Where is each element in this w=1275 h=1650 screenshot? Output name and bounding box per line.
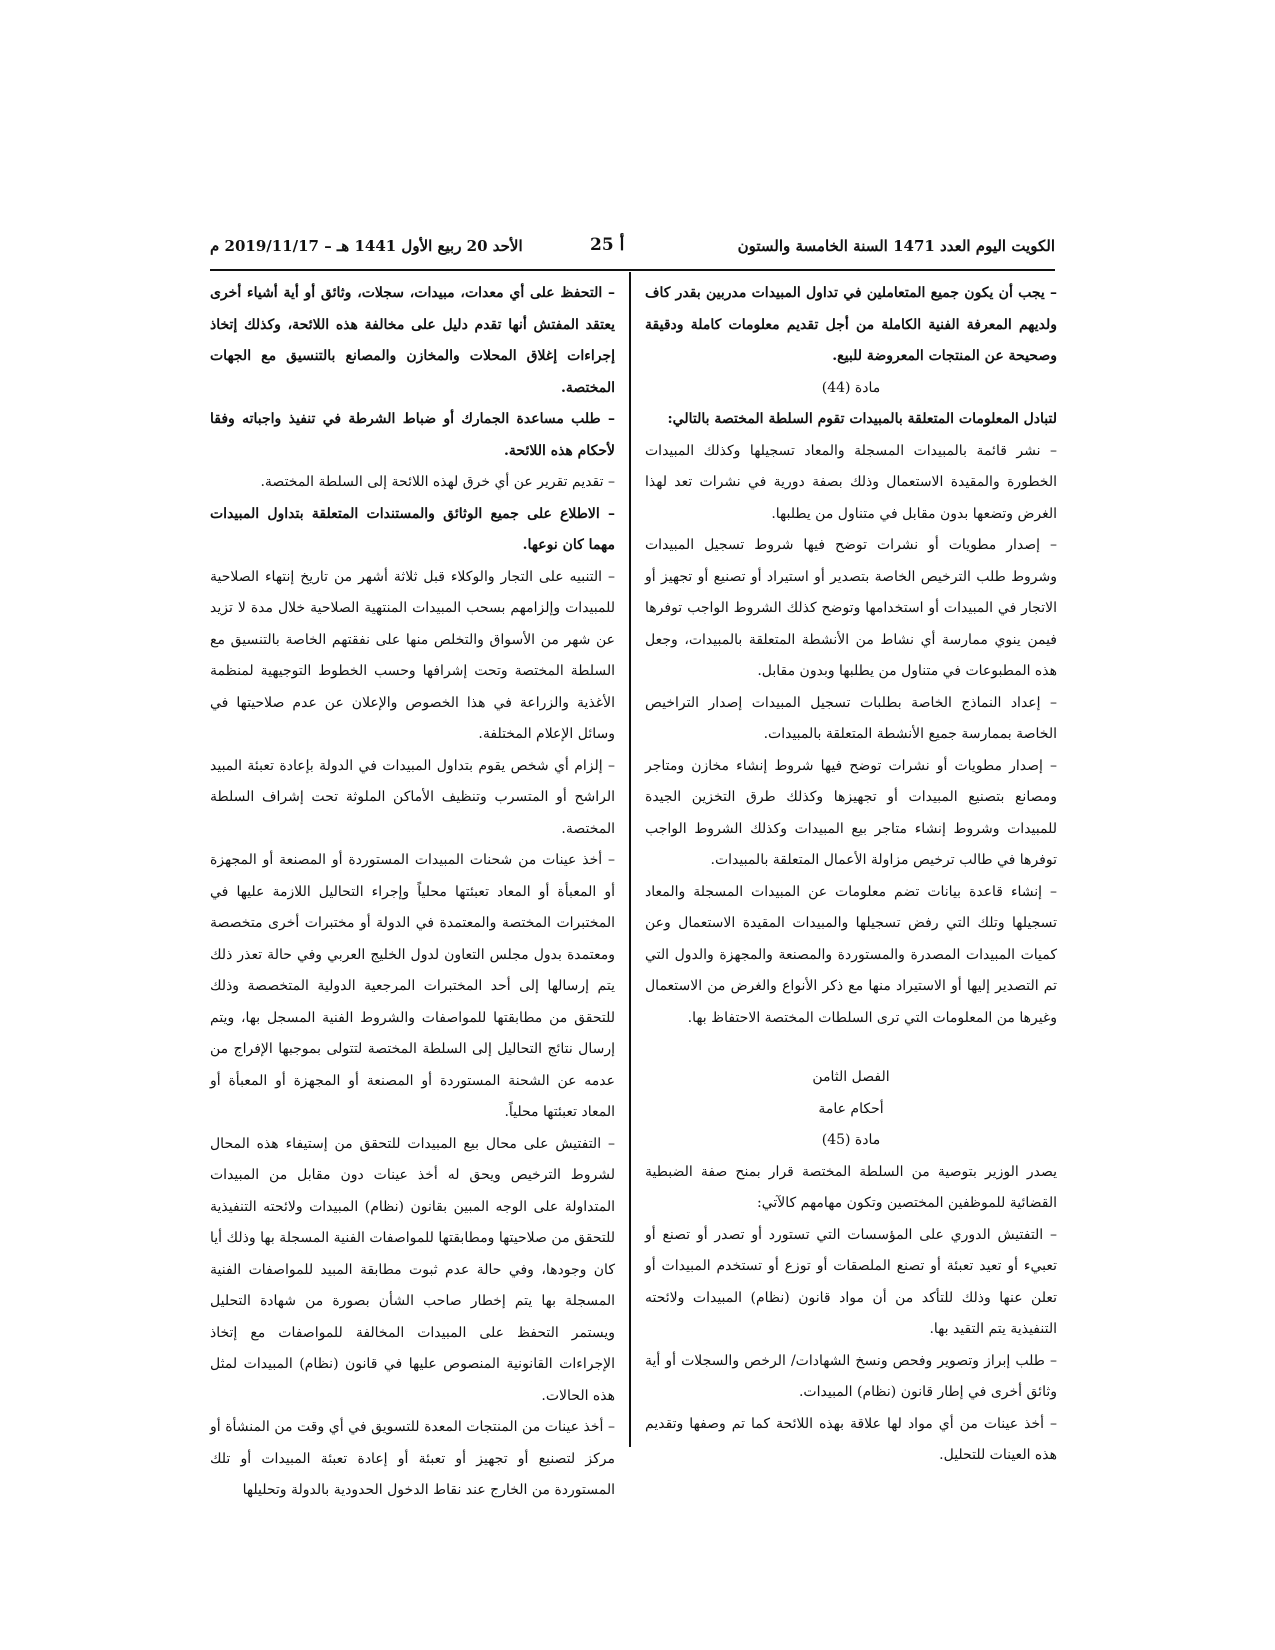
paragraph: – أخذ عينات من المنتجات المعدة للتسويق في أي وقت من المنشأة أو مركز لتصنيع أو تجهيز أو تعبئة أو إعادة تعبئة المبيدات أو تلك المستوردة من الخارج عند نقاط الدخول الحدودية بالدولة وتحليلها bbox=[210, 1419, 615, 1498]
paragraph: – إنشاء قاعدة بيانات تضم معلومات عن المبيدات المسجلة والمعاد تسجيلها وتلك التي رفض تسجيلها والمبيدات المقيدة الاستعمال وعن كميات المبيدات المصدرة والمستوردة والمصنعة والمجهزة والدول التي تم التصدير إليها أو الاستيراد منها مع ذكر الأنواع والغرض من الاستعمال وغيرها من المعلومات التي ترى السلطات المختصة الاحتفاظ بها. bbox=[645, 883, 1057, 1026]
paragraph: – إلزام أي شخص يقوم بتداول المبيدات في الدولة بإعادة تعبئة المبيد الراشح أو المتسرب وتنظيف الأماكن الملوثة تحت إشراف السلطة المختصة. bbox=[210, 757, 615, 837]
paragraph: – التنبيه على التجار والوكلاء قبل ثلاثة أشهر من تاريخ إنتهاء الصلاحية للمبيدات وإلزامهم بسحب المبيدات المنتهية الصلاحية خلال مدة لا تزيد عن شهر من الأسواق والتخلص منها على نفقتهم الخاصة بالتنسيق مع السلطة المختصة وتحت إشرافها وحسب الخطوط التوجيهية لمنظمة الأغذية والزراعة في هذا الخصوص والإعلان عن عدم صلاحيتها في وسائل الإعلام المختلفة. bbox=[210, 568, 615, 742]
paragraph bbox=[645, 1034, 1057, 1062]
paragraph: – يجب أن يكون جميع المتعاملين في تداول المبيدات مدربين بقدر كاف ولديهم المعرفة الفنية الكاملة من أجل تقديم معلومات كاملة ودقيقة وصحيحة عن المنتجات المعروضة للبيع. bbox=[645, 285, 1057, 364]
paragraph: – التحفظ على أي معدات، مبيدات، سجلات، وثائق أو أية أشياء أخرى يعتقد المفتش أنها تقدم دليل على مخالفة هذه اللائحة، وكذلك إتخاذ إجراءات إغلاق المحلات والمخازن والمصانع بالتنسيق مع الجهات المختصة. bbox=[210, 285, 615, 396]
paragraph: – إصدار مطويات أو نشرات توضح فيها شروط تسجيل المبيدات وشروط طلب الترخيص الخاصة بتصدير أو استيراد أو تصنيع أو تجهيز أو الاتجار في المبيدات أو استخدامها وتوضح كذلك الشروط الواجب توفرها فيمن ينوي ممارسة أي نشاط من الأنشطة المتعلقة بالمبيدات، وجعل هذه المطبوعات في متناول من يطلبها وبدون مقابل. bbox=[645, 537, 1057, 679]
section-heading: مادة (45) bbox=[821, 1132, 881, 1148]
column-divider bbox=[629, 272, 631, 1447]
paragraph: – التفتيش على محال بيع المبيدات للتحقق من إستيفاء هذه المحال لشروط الترخيص ويحق له أخذ عينات دون مقابل من المبيدات المتداولة على الوجه المبين بقانون (نظام) المبيدات ولائحته التنفيذية للتحقق من صلاحيتها ومطابقتها للمواصفات الفنية المسجلة بها وذلك أيا كان وجودها، وفي حالة عدم ثبوت مطابقة المبيد للمواصفات الفنية المسجلة بها يتم إخطار صاحب الشأن بصورة من شهادة التحليل ويستمر التحفظ على المبيدات المخالفة للمواصفات مع إتخاذ الإجراءات القانونية المنصوص عليها في قانون (نظام) المبيدات لمثل هذه الحالات. bbox=[210, 1135, 615, 1404]
paragraph: – طلب إبراز وتصوير وفحص ونسخ الشهادات/ الرخص والسجلات أو أية وثائق أخرى في إطار قانون (نظام) المبيدات. bbox=[645, 1352, 1057, 1400]
paragraph: – التفتيش الدوري على المؤسسات التي تستورد أو تصدر أو تصنع أو تعبيء أو تعيد تعبئة أو تصنع الملصقات أو توزع أو تستخدم المبيدات أو تعلن عنها وذلك للتأكد من أن مواد قانون (نظام) المبيدات ولائحته التنفيذية يتم التقيد بها. bbox=[645, 1226, 1057, 1337]
paragraph: – نشر قائمة بالمبيدات المسجلة والمعاد تسجيلها وكذلك المبيدات الخطورة والمقيدة الاستعمال وذلك بصفة دورية في نشرات تعد لهذا الغرض وتضعها بدون مقابل في متناول من يطلبها. bbox=[645, 442, 1057, 522]
paragraph: – إصدار مطويات أو نشرات توضح فيها شروط إنشاء مخازن ومتاجر ومصانع بتصنيع المبيدات أو تجهيزها وكذلك طرق التخزين الجيدة للمبيدات وشروط إنشاء متاجر بيع المبيدات وكذلك الشروط الواجب توفرها في طالب ترخيص مزاولة الأعمال المتعلقة بالمبيدات. bbox=[645, 757, 1057, 868]
paragraph: – الاطلاع على جميع الوثائق والمستندات المتعلقة بتداول المبيدات مهما كان نوعها. bbox=[210, 505, 615, 553]
page-header bbox=[210, 235, 1055, 271]
section-heading: أحكام عامة bbox=[818, 1100, 884, 1117]
paragraph: – طلب مساعدة الجمارك أو ضباط الشرطة في تنفيذ واجباته وفقا لأحكام هذه اللائحة. bbox=[210, 411, 615, 459]
issue-info: الكويت اليوم العدد 1471 السنة الخامسة والستون bbox=[737, 237, 1055, 255]
section-heading: الفصل الثامن bbox=[812, 1069, 890, 1085]
paragraph: – إعداد النماذج الخاصة بطلبات تسجيل المبيدات إصدار التراخيص الخاصة بممارسة جميع الأنشطة المتعلقة بالمبيدات. bbox=[645, 694, 1057, 742]
paragraph: – تقديم تقرير عن أي خرق لهذه اللائحة إلى السلطة المختصة. bbox=[260, 474, 615, 490]
left-column bbox=[210, 278, 615, 1507]
paragraph: لتبادل المعلومات المتعلقة بالمبيدات تقوم السلطة المختصة بالتالي: bbox=[667, 411, 1057, 427]
right-column bbox=[645, 278, 1057, 1472]
section-heading: مادة (44) bbox=[821, 379, 881, 396]
paragraph: – أخذ عينات من أي مواد لها علاقة بهذه اللائحة كما تم وصفها وتقديم هذه العينات للتحليل. bbox=[645, 1415, 1057, 1463]
issue-date: الأحد 20 ربيع الأول 1441 هـ – 2019/11/17 م bbox=[210, 237, 523, 255]
page-number: أ 25 bbox=[590, 235, 625, 255]
paragraph: يصدر الوزير بتوصية من السلطة المختصة قرار بمنح صفة الضبطية القضائية للموظفين المختصين وتكون مهامهم كالآتي: bbox=[645, 1163, 1057, 1211]
paragraph: – أخذ عينات من شحنات المبيدات المستوردة أو المصنعة أو المجهزة أو المعبأة أو المعاد تعبئتها محلياً وإجراء التحاليل اللازمة عليها في المختبرات المختصة والمعتمدة في الدولة أو مختبرات أخرى متخصصة ومعتمدة بدول مجلس التعاون لدول الخليج العربي وفي حالة تعذر ذلك يتم إرسالها إلى أحد المختبرات المرجعية الدولية المتخصصة وذلك للتحقق من مطابقتها للمواصفات والشروط الفنية المسجل بها، ويتم إرسال نتائج التحاليل إلى السلطة المختصة لتتولى بموجبها الإفراج من عدمه عن الشحنة المستوردة أو المصنعة أو المجهزة أو المعبأة أو المعاد تعبئتها محلياً. bbox=[210, 852, 615, 1120]
